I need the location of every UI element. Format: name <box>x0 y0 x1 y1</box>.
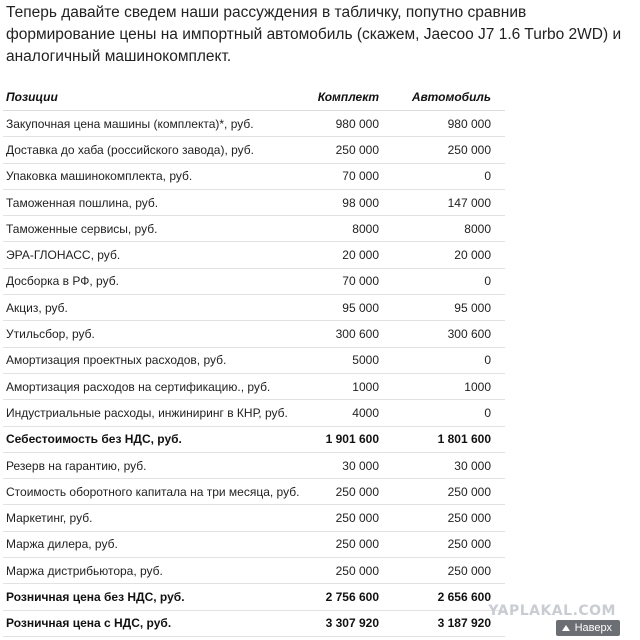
table-body <box>3 111 505 637</box>
row-kit-value: 1000 <box>303 373 393 399</box>
table-row <box>3 111 505 137</box>
row-label: Розничная цена с НДС, руб. <box>3 610 303 636</box>
row-label: Досборка в РФ, руб. <box>3 268 303 294</box>
row-car-value: 95 000 <box>393 295 505 321</box>
row-label: Розничная цена без НДС, руб. <box>3 584 303 610</box>
row-kit-value: 980 000 <box>303 111 393 137</box>
table-row <box>3 400 505 426</box>
row-car-value: 1 801 600 <box>393 426 505 452</box>
table-row <box>3 242 505 268</box>
row-car-value: 2 656 600 <box>393 584 505 610</box>
table-row <box>3 295 505 321</box>
table-row <box>3 558 505 584</box>
row-kit-value: 2 756 600 <box>303 584 393 610</box>
row-kit-value: 70 000 <box>303 268 393 294</box>
row-kit-value: 20 000 <box>303 242 393 268</box>
header-kit: Комплект <box>303 84 393 111</box>
row-kit-value: 8000 <box>303 216 393 242</box>
row-label: Амортизация проектных расходов, руб. <box>3 347 303 373</box>
header-positions: Позиции <box>3 84 303 111</box>
row-kit-value: 30 000 <box>303 452 393 478</box>
intro-paragraph: Теперь давайте сведем наши рассуждения в табличку, попутно сравнив формирование цены на импортный автомобиль (скажем, Jaecoo J7 1.6 Turbo 2WD) и аналогичный машинокомплект. <box>6 4 622 65</box>
row-car-value: 30 000 <box>393 452 505 478</box>
row-kit-value: 98 000 <box>303 189 393 215</box>
table-row <box>3 505 505 531</box>
row-label: Стоимость оборотного капитала на три месяца, руб. <box>3 479 303 505</box>
row-car-value: 3 187 920 <box>393 610 505 636</box>
row-label: Резерв на гарантию, руб. <box>3 452 303 478</box>
row-kit-value: 250 000 <box>303 505 393 531</box>
row-kit-value: 4000 <box>303 400 393 426</box>
row-label: Маркетинг, руб. <box>3 505 303 531</box>
row-car-value: 250 000 <box>393 558 505 584</box>
row-label: Доставка до хаба (российского завода), руб. <box>3 137 303 163</box>
row-kit-value: 5000 <box>303 347 393 373</box>
row-label: Упаковка машинокомплекта, руб. <box>3 163 303 189</box>
row-car-value: 1000 <box>393 373 505 399</box>
table-row <box>3 452 505 478</box>
table-row <box>3 373 505 399</box>
row-kit-value: 250 000 <box>303 558 393 584</box>
row-kit-value: 95 000 <box>303 295 393 321</box>
row-car-value: 250 000 <box>393 531 505 557</box>
table-row <box>3 163 505 189</box>
table-header-row <box>3 84 505 111</box>
table-row <box>3 479 505 505</box>
row-car-value: 0 <box>393 163 505 189</box>
table-row <box>3 321 505 347</box>
row-label: Маржа дистрибьютора, руб. <box>3 558 303 584</box>
row-label: ЭРА-ГЛОНАСС, руб. <box>3 242 303 268</box>
back-to-top-label: Наверх <box>574 622 612 634</box>
row-label: Утильсбор, руб. <box>3 321 303 347</box>
row-kit-value: 300 600 <box>303 321 393 347</box>
row-label: Себестоимость без НДС, руб. <box>3 426 303 452</box>
site-watermark: YAPLAKAL.COM <box>488 603 616 619</box>
row-label: Амортизация расходов на сертификацию., руб. <box>3 373 303 399</box>
row-label: Таможенная пошлина, руб. <box>3 189 303 215</box>
table-row <box>3 426 505 452</box>
row-car-value: 980 000 <box>393 111 505 137</box>
row-car-value: 0 <box>393 400 505 426</box>
comparison-table <box>3 84 505 637</box>
row-car-value: 300 600 <box>393 321 505 347</box>
row-label: Индустриальные расходы, инжиниринг в КНР, руб. <box>3 400 303 426</box>
row-car-value: 147 000 <box>393 189 505 215</box>
header-car: Автомобиль <box>393 84 505 111</box>
table-row <box>3 189 505 215</box>
table-row <box>3 216 505 242</box>
row-car-value: 20 000 <box>393 242 505 268</box>
row-kit-value: 250 000 <box>303 479 393 505</box>
table-row <box>3 610 505 636</box>
row-car-value: 250 000 <box>393 137 505 163</box>
table-row <box>3 347 505 373</box>
row-car-value: 250 000 <box>393 505 505 531</box>
arrow-up-icon <box>562 625 570 631</box>
row-car-value: 250 000 <box>393 479 505 505</box>
row-car-value: 8000 <box>393 216 505 242</box>
table-row <box>3 584 505 610</box>
table-row <box>3 531 505 557</box>
row-label: Таможенные сервисы, руб. <box>3 216 303 242</box>
row-label: Закупочная цена машины (комплекта)*, руб. <box>3 111 303 137</box>
row-kit-value: 250 000 <box>303 531 393 557</box>
row-car-value: 0 <box>393 347 505 373</box>
row-car-value: 0 <box>393 268 505 294</box>
row-label: Маржа дилера, руб. <box>3 531 303 557</box>
back-to-top-button[interactable] <box>556 620 620 636</box>
row-label: Акциз, руб. <box>3 295 303 321</box>
table-row <box>3 268 505 294</box>
row-kit-value: 1 901 600 <box>303 426 393 452</box>
row-kit-value: 70 000 <box>303 163 393 189</box>
row-kit-value: 250 000 <box>303 137 393 163</box>
table-row <box>3 137 505 163</box>
row-kit-value: 3 307 920 <box>303 610 393 636</box>
